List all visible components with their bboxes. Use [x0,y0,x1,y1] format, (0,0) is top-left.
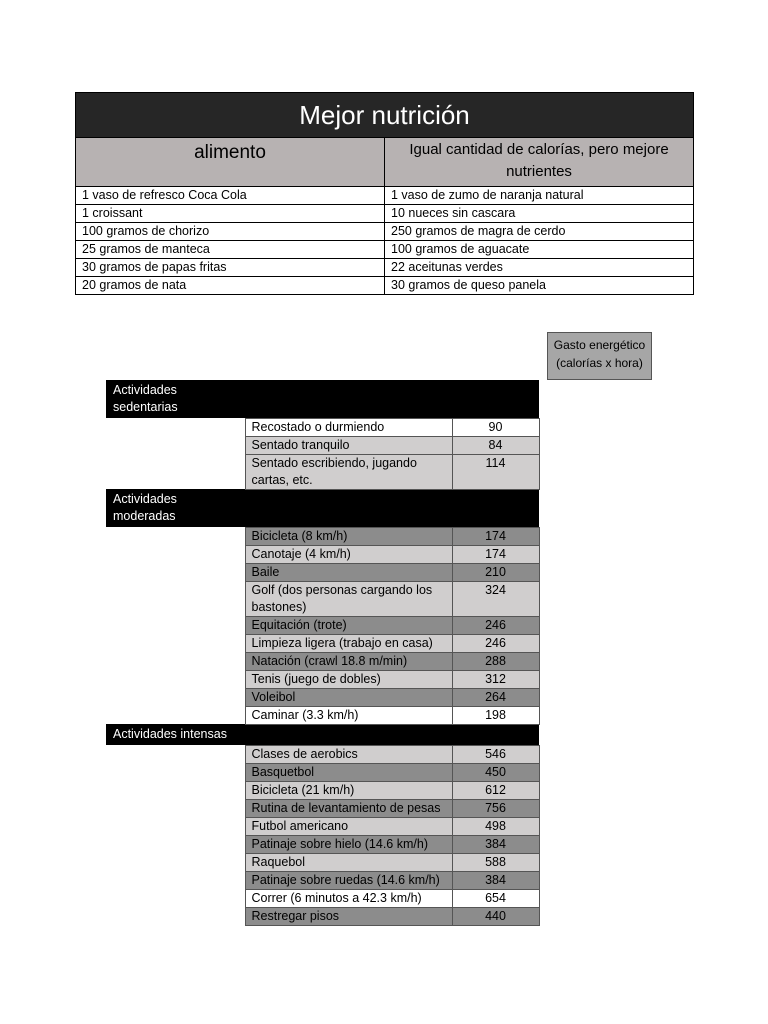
calories-value: 384 [452,835,539,853]
food-cell: 30 gramos de papas fritas [76,259,385,277]
spacer-cell [106,835,245,853]
calories-value: 498 [452,817,539,835]
calories-value: 90 [452,418,539,436]
alternative-cell: 22 aceitunas verdes [385,259,694,277]
calories-value: 264 [452,688,539,706]
activity-name: Bicicleta (8 km/h) [245,527,452,545]
table-row [76,205,694,223]
category-row [106,724,539,745]
alternative-cell: 30 gramos de queso panela [385,277,694,295]
food-cell: 20 gramos de nata [76,277,385,295]
activity-name: Clases de aerobics [245,745,452,763]
activity-name: Restregar pisos [245,907,452,925]
table-row [76,241,694,259]
activity-row [106,616,539,634]
activity-name: Patinaje sobre hielo (14.6 km/h) [245,835,452,853]
calories-value: 756 [452,799,539,817]
activity-row [106,527,539,545]
spacer-cell [106,527,245,545]
category-row [106,380,539,418]
spacer-cell [106,745,245,763]
table-row [76,277,694,295]
activity-row [106,563,539,581]
nutrition-table [75,92,694,295]
spacer-cell [106,688,245,706]
energy-header-box: Gasto energético (calorías x hora) [547,332,652,380]
activity-row [106,799,539,817]
activity-row [106,763,539,781]
activity-name: Rutina de levantamiento de pesas [245,799,452,817]
activity-row [106,706,539,724]
activity-name: Caminar (3.3 km/h) [245,706,452,724]
activity-row [106,907,539,925]
spacer-cell [106,853,245,871]
calories-value: 246 [452,634,539,652]
alternative-cell: 1 vaso de zumo de naranja natural [385,187,694,205]
calories-value: 324 [452,581,539,616]
activity-row [106,581,539,616]
activity-name: Correr (6 minutos a 42.3 km/h) [245,889,452,907]
activity-row [106,688,539,706]
activity-row [106,545,539,563]
column-header-food: alimento [76,138,385,187]
spacer-cell [106,706,245,724]
activity-row [106,889,539,907]
spacer-cell [106,781,245,799]
category-fill [245,724,539,745]
calories-value: 450 [452,763,539,781]
spacer-cell [106,634,245,652]
calories-value: 210 [452,563,539,581]
activity-name: Equitación (trote) [245,616,452,634]
alternative-cell: 250 gramos de magra de cerdo [385,223,694,241]
table-row [76,187,694,205]
category-label: Actividades sedentarias [106,380,245,418]
spacer-cell [106,545,245,563]
category-row [106,489,539,527]
calories-value: 84 [452,436,539,454]
spacer-cell [106,581,245,616]
activity-row [106,652,539,670]
activities-table [106,380,540,926]
nutrition-title: Mejor nutrición [76,93,694,138]
activity-row [106,436,539,454]
table-row [76,259,694,277]
alternative-cell: 10 nueces sin cascara [385,205,694,223]
spacer-cell [106,799,245,817]
calories-value: 588 [452,853,539,871]
activity-name: Tenis (juego de dobles) [245,670,452,688]
activity-name: Sentado escribiendo, jugando cartas, etc. [245,454,452,489]
food-cell: 1 vaso de refresco Coca Cola [76,187,385,205]
activity-name: Limpieza ligera (trabajo en casa) [245,634,452,652]
activity-name: Recostado o durmiendo [245,418,452,436]
spacer-cell [106,670,245,688]
calories-value: 174 [452,527,539,545]
spacer-cell [106,889,245,907]
calories-value: 546 [452,745,539,763]
category-fill [245,380,539,418]
activity-name: Sentado tranquilo [245,436,452,454]
activity-name: Futbol americano [245,817,452,835]
food-cell: 25 gramos de manteca [76,241,385,259]
spacer-cell [106,817,245,835]
spacer-cell [106,436,245,454]
activity-row [106,454,539,489]
activity-name: Basquetbol [245,763,452,781]
calories-value: 114 [452,454,539,489]
activity-name: Voleibol [245,688,452,706]
column-header-alternative: Igual cantidad de calorías, pero mejore nutrientes [385,138,694,187]
spacer-cell [106,418,245,436]
category-label: Actividades moderadas [106,489,245,527]
spacer-cell [106,652,245,670]
table-row [76,223,694,241]
activity-name: Raquebol [245,853,452,871]
spacer-cell [106,563,245,581]
activity-row [106,835,539,853]
calories-value: 654 [452,889,539,907]
activity-row [106,853,539,871]
calories-value: 198 [452,706,539,724]
activity-row [106,817,539,835]
activity-row [106,871,539,889]
alternative-cell: 100 gramos de aguacate [385,241,694,259]
activity-row [106,781,539,799]
activity-name: Bicicleta (21 km/h) [245,781,452,799]
calories-value: 288 [452,652,539,670]
calories-value: 312 [452,670,539,688]
activity-name: Baile [245,563,452,581]
calories-value: 612 [452,781,539,799]
spacer-cell [106,616,245,634]
activity-name: Canotaje (4 km/h) [245,545,452,563]
spacer-cell [106,907,245,925]
activity-row [106,634,539,652]
food-cell: 100 gramos de chorizo [76,223,385,241]
calories-value: 440 [452,907,539,925]
activity-name: Natación (crawl 18.8 m/min) [245,652,452,670]
activity-row [106,418,539,436]
activity-name: Golf (dos personas cargando los bastones) [245,581,452,616]
category-fill [245,489,539,527]
calories-value: 246 [452,616,539,634]
spacer-cell [106,763,245,781]
category-label: Actividades intensas [106,724,245,745]
calories-value: 174 [452,545,539,563]
activity-name: Patinaje sobre ruedas (14.6 km/h) [245,871,452,889]
spacer-cell [106,871,245,889]
food-cell: 1 croissant [76,205,385,223]
calories-value: 384 [452,871,539,889]
activity-row [106,670,539,688]
activity-row [106,745,539,763]
spacer-cell [106,454,245,489]
